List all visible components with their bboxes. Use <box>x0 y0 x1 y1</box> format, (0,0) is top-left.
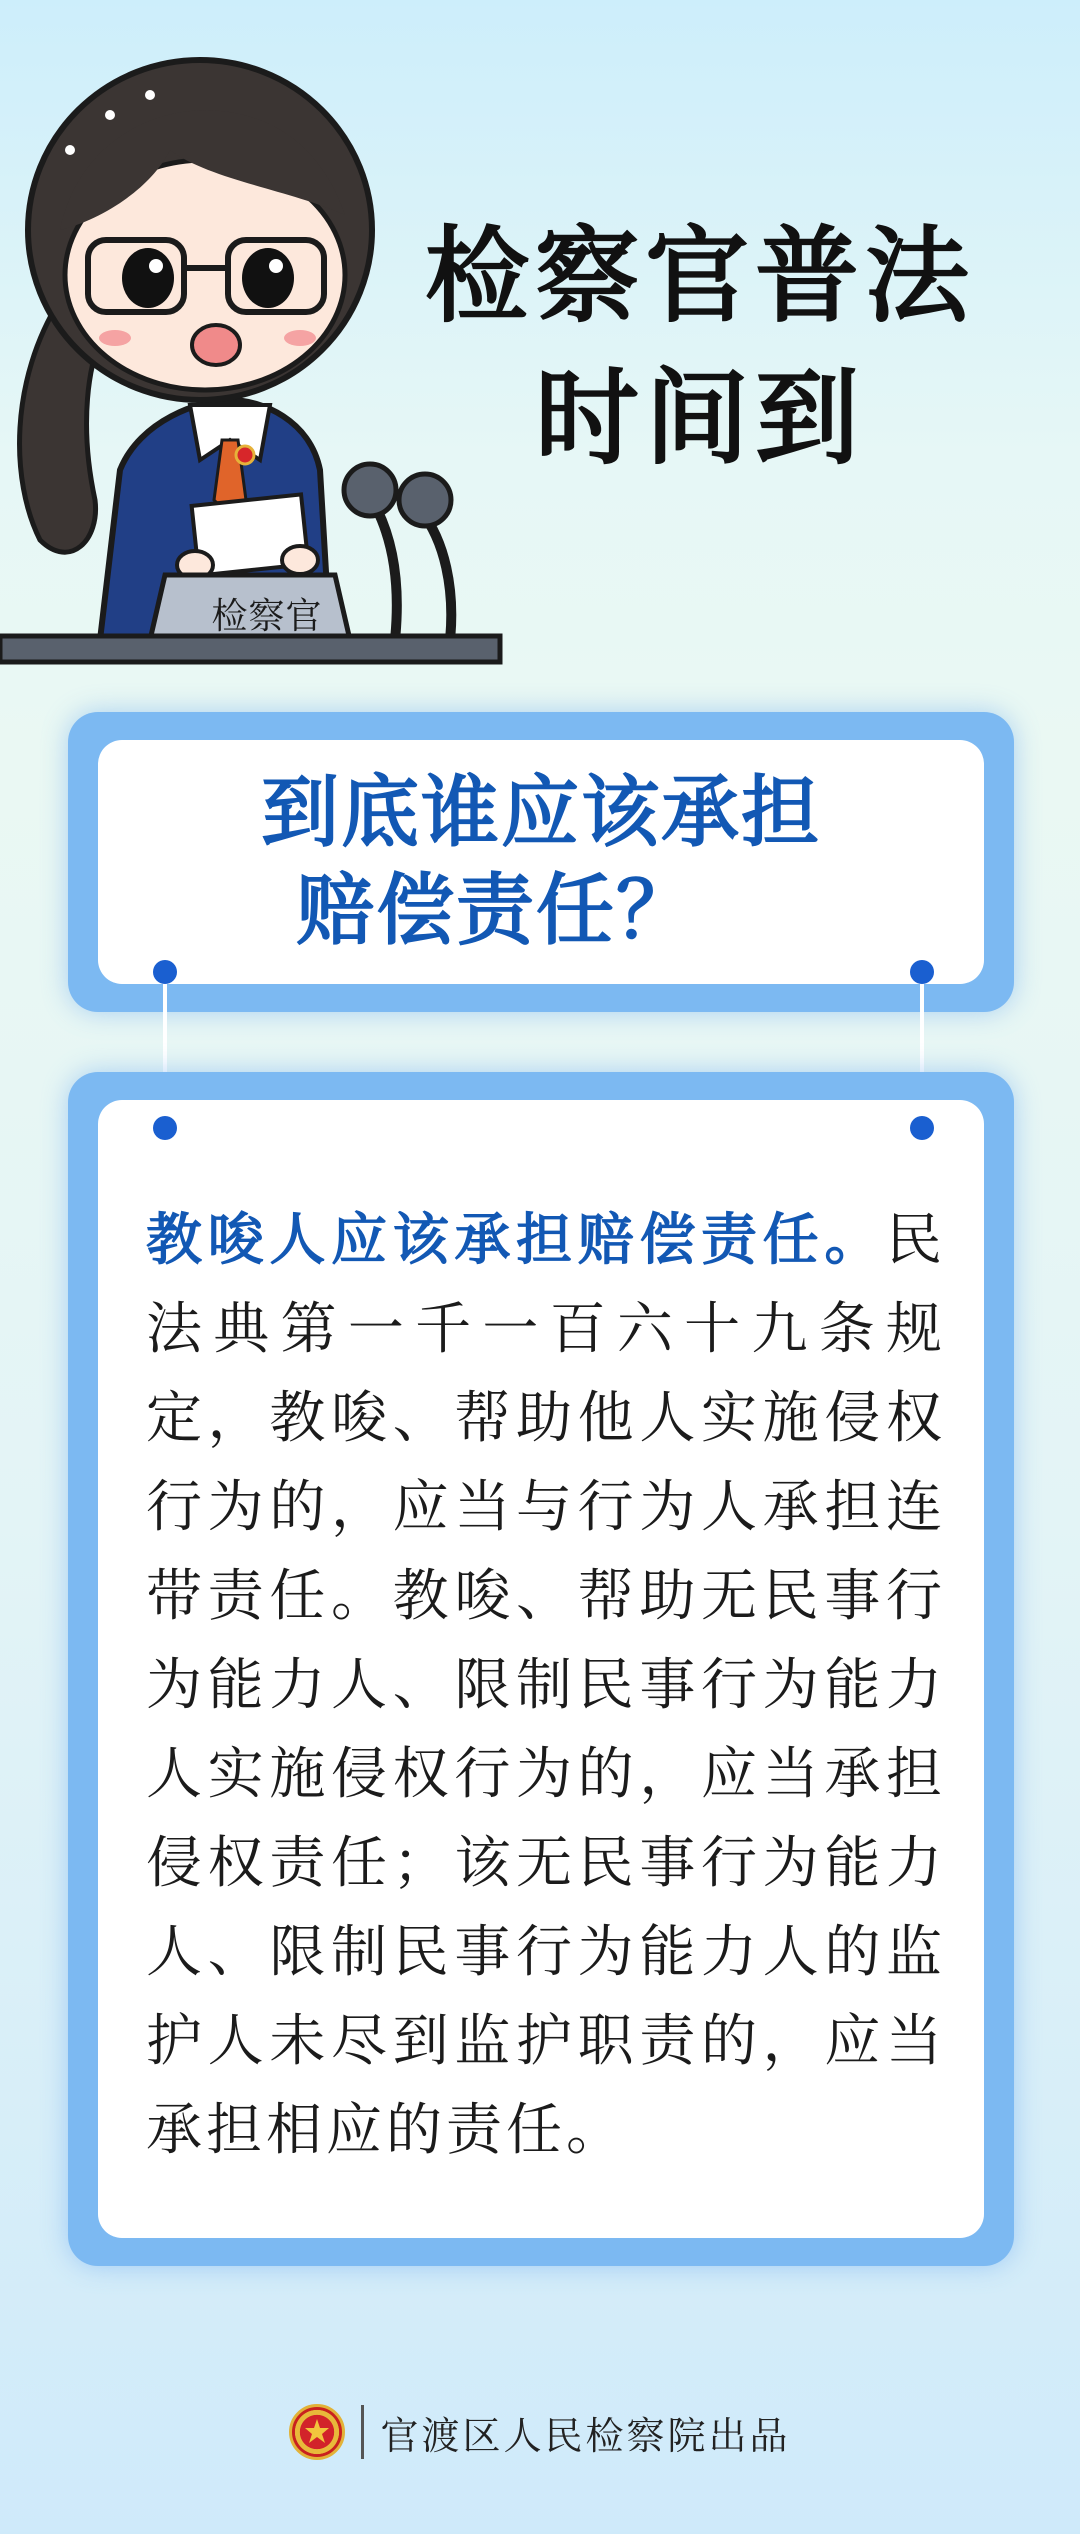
question-card <box>68 712 1014 1012</box>
procuratorate-emblem-icon <box>289 2404 345 2460</box>
footer-divider <box>361 2405 364 2459</box>
answer-card-inner <box>98 1100 984 2238</box>
footer <box>0 2392 1080 2472</box>
header-banner <box>0 0 1080 680</box>
question-text <box>98 764 984 960</box>
connector-dot-bottom-right <box>910 1116 934 1140</box>
connector-dot-top-left <box>153 960 177 984</box>
connector-dot-top-right <box>910 960 934 984</box>
connector-dot-bottom-left <box>153 1116 177 1140</box>
podium-label: 检察官 <box>211 596 323 637</box>
question-line2: 赔偿责任？ <box>295 866 696 956</box>
answer-text <box>146 1196 946 2175</box>
answer-body: 民法典第一千一百六十九条规定，教唆、帮助他人实施侵权行为的，应当与行为人承担连带责任。教唆、帮助无民事行为能力人、限制民事行为能力人实施侵权行为的，应当承担侵权责任；该无民事行为能力人、限制民事行为能力人的监护人未尽到监护职责的，应当承担相应的责任。 <box>146 1208 946 2163</box>
question-card-inner <box>98 740 984 984</box>
hero-title-line2: 时间到 <box>534 356 865 479</box>
footer-text: 官渡区人民检察院出品 <box>380 2413 791 2458</box>
hero-title-line1: 检察官普法 <box>424 214 975 337</box>
answer-lead: 教唆人应该承担赔偿责任。 <box>146 1208 886 1273</box>
hero-title <box>390 205 1010 489</box>
question-line1: 到底谁应该承担 <box>260 768 821 858</box>
answer-card <box>68 1072 1014 2266</box>
